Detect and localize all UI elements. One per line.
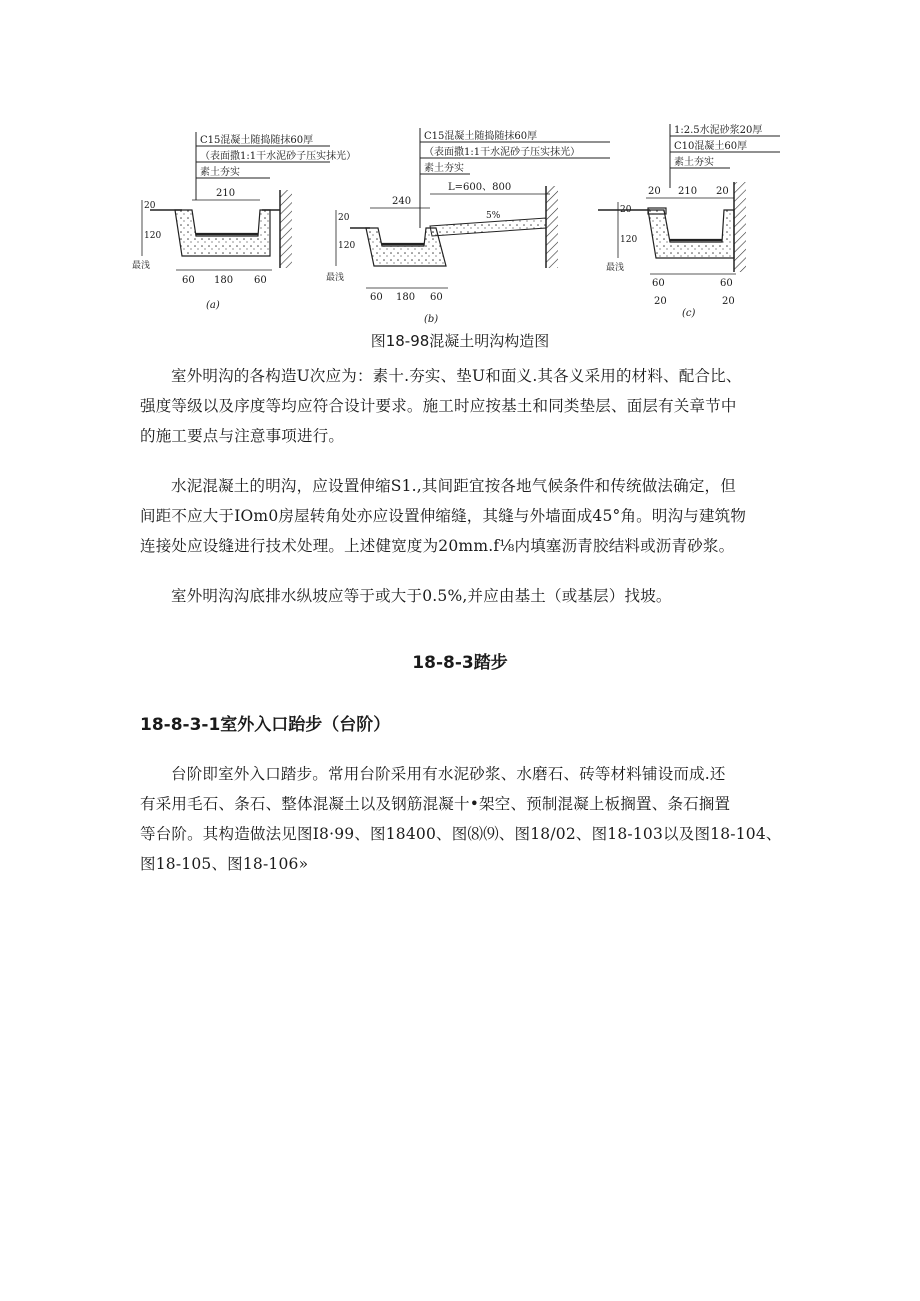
paragraph-line: 图18-105、图18-106» (140, 855, 309, 873)
subsection-title: 18-8-3-1室外入口跆步（台阶） (140, 715, 391, 735)
figure-caption: 图18-98混凝土明沟构造图 (370, 332, 550, 350)
panel-a-tag: (a) (206, 300, 220, 311)
panel-c-bottom-right: 60 (720, 278, 733, 289)
panel-c-top-right: 20 (716, 186, 729, 197)
panel-b-layer-2: （表面撒1:1干水泥砂子压实抹光） (424, 147, 581, 158)
paragraph-ditch-layers (140, 361, 790, 451)
paragraph-line: 有采用毛石、条石、整体混凝土以及钢筋混凝十•架空、预制混凝上板搁置、条石搁置 (140, 795, 731, 813)
panel-b-layer-3: 素土夯实 (424, 163, 464, 174)
panel-a-top-width: 210 (216, 188, 236, 199)
panel-c-bottom-left: 60 (652, 278, 665, 289)
panel-b-layer-1: C15混凝土随捣随抹60厚 (424, 131, 538, 142)
panel-b-bottom-mid: 180 (396, 292, 416, 303)
paragraph-line: 间距不应大于IOm0房屋转角处亦应设置伸缩缝，其缝与外墙面成45°角。明沟与建筑物 (140, 507, 747, 525)
panel-b-tag: (b) (424, 314, 439, 325)
panel-b-depth: 120 (338, 241, 356, 251)
panel-a-layer-3: 素土夯实 (200, 167, 240, 178)
panel-c-layer-3: 素土夯实 (674, 157, 714, 168)
panel-a-left-height: 20 (144, 201, 156, 211)
paragraph-line: 强度等级以及序度等均应符合设计要求。施工时应按基土和同类垫层、面层有关章节中 (140, 397, 737, 415)
figure-drawing (130, 118, 780, 330)
paragraph-line: 室外明沟的各构造U次应为：素十.夯实、垫U和面义.其各义采用的材料、配合比、 (171, 367, 742, 385)
paragraph-line: 室外明沟沟底排水纵坡应等于或大于0.5%,并应由基土（或基层）找坡。 (171, 587, 672, 605)
panel-c-top-width: 210 (678, 186, 698, 197)
panel-c (598, 123, 780, 319)
paragraph-line: 台阶即室外入口踏步。常用台阶采用有水泥砂浆、水磨石、砖等材料铺设而成.还 (171, 765, 726, 783)
panel-a-bottom-right: 60 (254, 275, 267, 286)
section-title: 18-8-3踏步 (412, 653, 508, 673)
panel-c-tag: (c) (682, 308, 696, 319)
paragraph-line: 等台阶。其构造做法见图I8·99、图18400、图⑻⑼、图18/02、图18-103以及图18-104、 (140, 825, 782, 843)
panel-c-layer-2: C10混凝土60厚 (674, 141, 748, 152)
panel-b-side-label: 最浅 (326, 273, 345, 283)
paragraph-expansion-joints (140, 471, 790, 561)
panel-a-side-label: 最浅 (132, 261, 151, 271)
panel-c-layer-1: 1:2.5水泥砂浆20厚 (674, 125, 763, 136)
panel-c-foot-left: 20 (654, 296, 667, 307)
panel-c-side-label: 最浅 (606, 263, 625, 273)
panel-b (326, 128, 610, 325)
panel-a-layer-2: （表面撒1:1干水泥砂子压实抹光） (200, 151, 357, 162)
paragraph-steps (140, 759, 790, 879)
paragraph-line: 连接处应设缝进行技术处理。上述健宽度为20mm.f⅛内填塞沥青胶结料或沥青砂浆。 (140, 537, 735, 555)
panel-a-layer-1: C15混凝土随捣随抹60厚 (200, 135, 314, 146)
panel-c-top-left: 20 (648, 186, 661, 197)
panel-a-bottom-mid: 180 (214, 275, 234, 286)
panel-a-bottom-left: 60 (182, 275, 195, 286)
panel-b-span: L=600、800 (448, 182, 512, 193)
panel-a-depth: 120 (144, 231, 162, 241)
panel-c-left-height: 20 (620, 205, 632, 215)
panel-b-bottom-left: 60 (370, 292, 383, 303)
paragraph-line: 的施工要点与注意事项进行。 (140, 427, 345, 445)
paragraph-drainage-slope (140, 581, 790, 611)
panel-b-top-width: 240 (392, 196, 412, 207)
panel-c-foot-right: 20 (722, 296, 735, 307)
panel-b-slope: 5% (486, 211, 501, 221)
panel-b-bottom-right: 60 (430, 292, 443, 303)
panel-a (132, 132, 356, 311)
panel-b-left-height: 20 (338, 213, 350, 223)
panel-c-depth: 120 (620, 235, 638, 245)
drainage-ditch-figure (130, 118, 780, 330)
paragraph-line: 水泥混凝土的明沟，应设置伸缩S1.,其间距宜按各地气候条件和传统做法确定，但 (171, 477, 736, 495)
